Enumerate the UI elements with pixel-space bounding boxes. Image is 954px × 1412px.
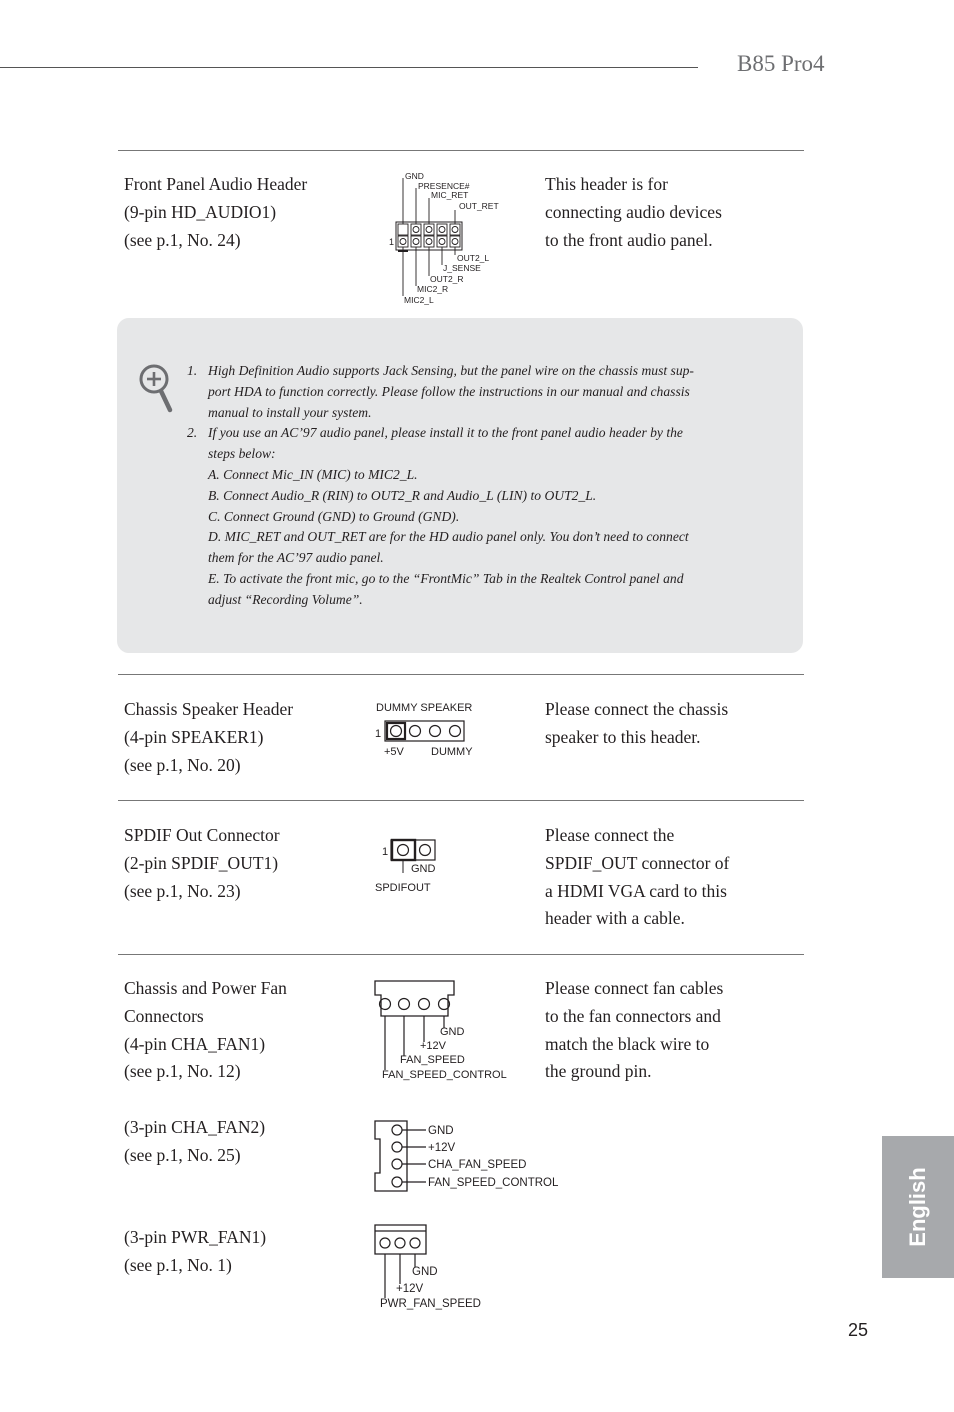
note-line: High Definition Audio supports Jack Sensing, but the panel wire on the chassis must sup- (208, 363, 694, 378)
fan1-control-label: FAN_SPEED_CONTROL (382, 1069, 507, 1081)
title-line: (see p.1, No. 25) (124, 1144, 241, 1165)
spdif-header-title (124, 822, 280, 905)
pin-label-out-ret: OUT_RET (459, 201, 499, 211)
spdif-pin-diagram (372, 836, 452, 896)
note-line: port HDA to function correctly. Please follow the instructions in our manual and chassis (208, 383, 690, 399)
title-line: (see p.1, No. 24) (124, 229, 241, 250)
pin1-label: 1 (375, 728, 382, 740)
pin-label-mic2-l: MIC2_L (404, 295, 434, 305)
fan1-speed-label: FAN_SPEED (400, 1054, 465, 1066)
fan3-gnd-label: GND (412, 1266, 438, 1278)
desc-line: Please connect the (545, 825, 675, 845)
note-step: A. Connect Mic_IN (MIC) to MIC2_L. (208, 466, 418, 482)
title-line: (see p.1, No. 1) (124, 1254, 232, 1275)
title-line: (3-pin CHA_FAN2) (124, 1117, 266, 1137)
title-line: Connectors (124, 1005, 204, 1026)
speaker-header-title (124, 696, 293, 779)
title-line: (3-pin PWR_FAN1) (124, 1227, 267, 1247)
note-step: adjust “Recording Volume”. (208, 591, 363, 607)
pin-label-j-sense: J_SENSE (443, 263, 481, 273)
cha-fan2-title (124, 1114, 265, 1170)
desc-line: Please connect the chassis (545, 699, 729, 719)
fan-header-description (545, 975, 723, 1086)
desc-line: header with a cable. (545, 908, 685, 929)
pin-label-out2-l: OUT2_L (457, 253, 490, 263)
note-step: E. To activate the front mic, go to the “FrontMic” Tab in the Realtek Control panel and (208, 570, 684, 586)
fan3-12v-label: +12V (396, 1283, 424, 1295)
note-step: D. MIC_RET and OUT_RET are for the HD audio panel only. You don’t need to connect (208, 529, 689, 545)
pin1-label: 1 (382, 846, 389, 858)
title-line: (see p.1, No. 23) (124, 880, 241, 901)
language-tab (882, 1136, 954, 1278)
language-tab-label: English (905, 1167, 930, 1247)
fan2-control-label: FAN_SPEED_CONTROL (428, 1177, 559, 1189)
note-line: steps below: (208, 446, 276, 462)
note-line: If you use an AC’97 audio panel, please install it to the front panel audio header by the (208, 425, 683, 441)
title-line: (9-pin HD_AUDIO1) (124, 201, 277, 222)
title-line: Chassis Speaker Header (124, 699, 294, 719)
speaker-header-description (545, 696, 728, 752)
note-item (187, 361, 757, 423)
spdifout-label: SPDIFOUT (375, 882, 431, 894)
pin-label-gnd: GND (405, 171, 424, 181)
speaker-5v-label: +5V (384, 746, 404, 758)
pin-label-presence: PRESENCE# (418, 181, 470, 191)
note-step: C. Connect Ground (GND) to Ground (GND). (208, 508, 460, 524)
title-line: (4-pin CHA_FAN1) (124, 1033, 266, 1054)
desc-line: to the fan connectors and (545, 1005, 721, 1026)
section-divider (118, 954, 804, 955)
cha-fan1-pin-diagram (372, 978, 532, 1084)
speaker-top-label: DUMMY SPEAKER (376, 702, 473, 714)
section-divider (118, 800, 804, 801)
audio-header-title (124, 171, 307, 254)
title-line: (4-pin SPEAKER1) (124, 726, 264, 747)
title-line: (see p.1, No. 20) (124, 754, 241, 775)
pin-label-mic2-r: MIC2_R (417, 284, 449, 294)
note-line: manual to install your system. (208, 404, 372, 420)
fan1-12v-label: +12V (420, 1040, 446, 1052)
fan2-speed-label: CHA_FAN_SPEED (428, 1159, 527, 1171)
section-divider (118, 674, 804, 675)
note-step: them for the AC’97 audio panel. (208, 550, 384, 566)
desc-line: This header is for (545, 174, 668, 194)
model-name: B85 Pro4 (737, 51, 825, 76)
header-rule (0, 67, 698, 68)
speaker-dummy-label: DUMMY (431, 746, 473, 758)
note-text (187, 361, 757, 611)
desc-line: match the black wire to (545, 1033, 710, 1054)
desc-line: speaker to this header. (545, 726, 701, 747)
spdif-header-description (545, 822, 729, 933)
pwr-fan1-pin-diagram (372, 1222, 502, 1314)
pin1-label: 1 (389, 237, 395, 247)
desc-line: SPDIF_OUT connector of (545, 852, 730, 873)
fan3-speed-label: PWR_FAN_SPEED (380, 1298, 481, 1310)
fan1-gnd-label: GND (440, 1026, 465, 1038)
fan2-12v-label: +12V (428, 1142, 456, 1154)
section-divider (118, 150, 804, 151)
note-number: 1. (187, 363, 198, 378)
pwr-fan1-title (124, 1224, 266, 1280)
magnifier-icon (137, 362, 177, 416)
fan2-gnd-label: GND (428, 1125, 454, 1137)
cha-fan2-pin-diagram (372, 1118, 572, 1196)
desc-line: the ground pin. (545, 1061, 652, 1082)
desc-line: to the front audio panel. (545, 229, 713, 250)
note-step: B. Connect Audio_R (RIN) to OUT2_R and Audio_L (LIN) to OUT2_L. (208, 487, 597, 503)
audio-header-description (545, 171, 722, 254)
desc-line: Please connect fan cables (545, 978, 724, 998)
audio-header-pin-diagram (384, 168, 514, 310)
title-line: SPDIF Out Connector (124, 825, 280, 845)
title-line: (see p.1, No. 12) (124, 1061, 241, 1082)
pin-label-out2-r: OUT2_R (430, 274, 464, 284)
title-line: (2-pin SPDIF_OUT1) (124, 852, 279, 873)
spdif-gnd-label: GND (411, 863, 436, 875)
note-item (187, 423, 757, 610)
speaker-header-pin-diagram (370, 698, 490, 760)
page-number: 25 (848, 1320, 869, 1340)
pin-label-mic-ret: MIC_RET (431, 190, 469, 200)
desc-line: connecting audio devices (545, 201, 722, 222)
fan-header-title (124, 975, 287, 1086)
desc-line: a HDMI VGA card to this (545, 880, 727, 901)
note-number: 2. (187, 425, 198, 441)
title-line: Front Panel Audio Header (124, 174, 308, 194)
title-line: Chassis and Power Fan (124, 978, 287, 998)
